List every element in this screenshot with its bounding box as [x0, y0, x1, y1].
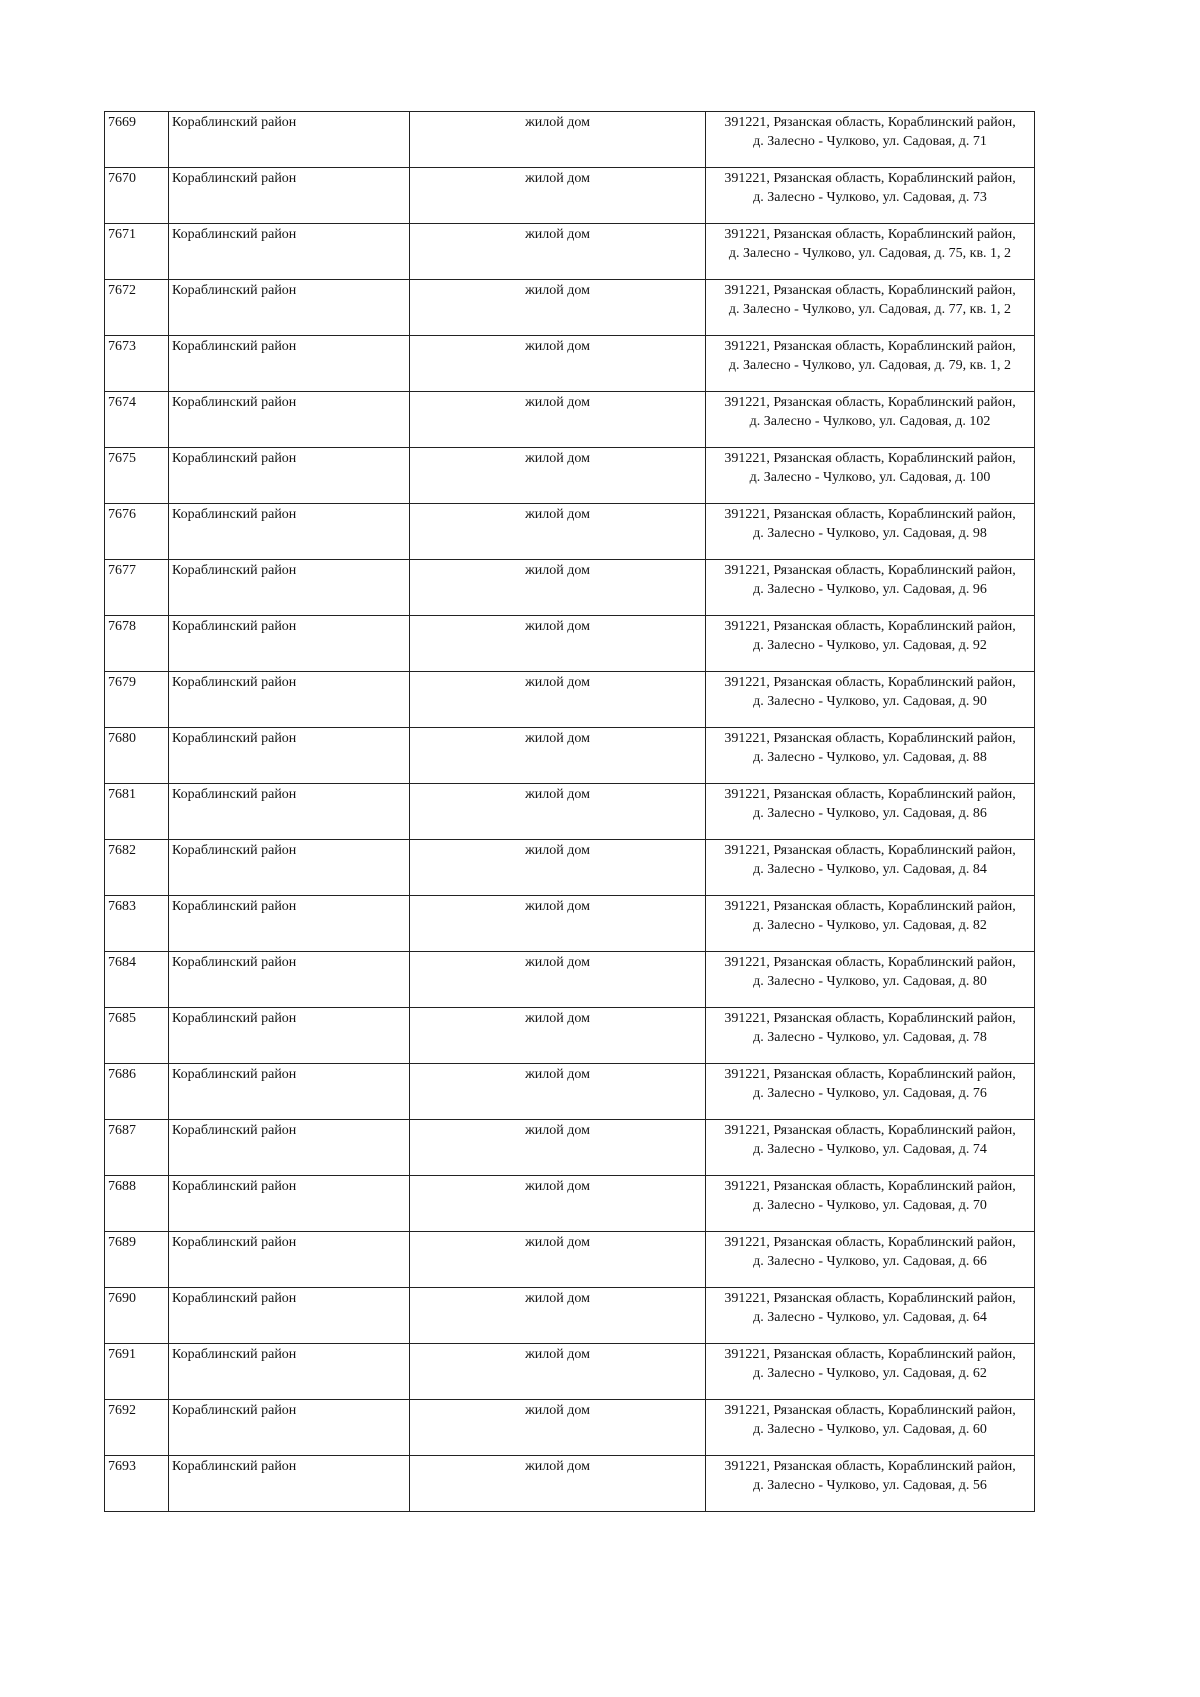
row-address — [706, 1008, 1035, 1064]
row-number: 7669 — [105, 112, 169, 168]
row-number: 7686 — [105, 1064, 169, 1120]
property-registry-table — [104, 111, 1035, 1512]
address-line-1: 391221, Рязанская область, Кораблинский район, — [724, 1123, 1016, 1138]
address-line-1: 391221, Рязанская область, Кораблинский район, — [724, 227, 1016, 242]
row-number: 7684 — [105, 952, 169, 1008]
address-line-1: 391221, Рязанская область, Кораблинский район, — [724, 1067, 1016, 1082]
address-line-1: 391221, Рязанская область, Кораблинский район, — [724, 283, 1016, 298]
table-row — [105, 1120, 1035, 1176]
address-line-1: 391221, Рязанская область, Кораблинский район, — [724, 507, 1016, 522]
address-line-2: д. Залесно - Чулково, ул. Садовая, д. 100 — [749, 470, 991, 485]
row-address — [706, 1288, 1035, 1344]
row-object-type: жилой дом — [410, 280, 706, 336]
row-object-type: жилой дом — [410, 616, 706, 672]
address-line-2: д. Залесно - Чулково, ул. Садовая, д. 64 — [753, 1310, 987, 1325]
row-object-type: жилой дом — [410, 1344, 706, 1400]
row-number: 7672 — [105, 280, 169, 336]
table-row — [105, 392, 1035, 448]
row-object-type: жилой дом — [410, 896, 706, 952]
row-address — [706, 280, 1035, 336]
row-district: Кораблинский район — [169, 1288, 410, 1344]
row-object-type: жилой дом — [410, 1176, 706, 1232]
row-number: 7673 — [105, 336, 169, 392]
row-address — [706, 504, 1035, 560]
row-district: Кораблинский район — [169, 784, 410, 840]
row-address — [706, 112, 1035, 168]
row-district: Кораблинский район — [169, 112, 410, 168]
address-line-2: д. Залесно - Чулково, ул. Садовая, д. 90 — [753, 694, 987, 709]
table-row — [105, 336, 1035, 392]
row-number: 7671 — [105, 224, 169, 280]
row-object-type: жилой дом — [410, 952, 706, 1008]
row-number: 7687 — [105, 1120, 169, 1176]
address-line-2: д. Залесно - Чулково, ул. Садовая, д. 77, кв. 1, 2 — [728, 302, 1012, 317]
address-line-1: 391221, Рязанская область, Кораблинский район, — [724, 171, 1016, 186]
row-address — [706, 392, 1035, 448]
row-address — [706, 1456, 1035, 1512]
row-object-type: жилой дом — [410, 1288, 706, 1344]
table-row — [105, 840, 1035, 896]
table-row — [105, 1456, 1035, 1512]
row-address — [706, 168, 1035, 224]
address-line-1: 391221, Рязанская область, Кораблинский район, — [724, 1291, 1016, 1306]
address-line-2: д. Залесно - Чулково, ул. Садовая, д. 62 — [753, 1366, 987, 1381]
row-address — [706, 728, 1035, 784]
registry-table-body — [105, 112, 1035, 1512]
row-object-type: жилой дом — [410, 1064, 706, 1120]
address-line-1: 391221, Рязанская область, Кораблинский район, — [724, 787, 1016, 802]
address-line-2: д. Залесно - Чулково, ул. Садовая, д. 102 — [749, 414, 991, 429]
row-address — [706, 448, 1035, 504]
address-line-1: 391221, Рязанская область, Кораблинский район, — [724, 451, 1016, 466]
row-number: 7679 — [105, 672, 169, 728]
row-object-type: жилой дом — [410, 336, 706, 392]
row-district: Кораблинский район — [169, 840, 410, 896]
row-address — [706, 560, 1035, 616]
row-number: 7670 — [105, 168, 169, 224]
address-line-2: д. Залесно - Чулково, ул. Садовая, д. 73 — [753, 190, 987, 205]
address-line-2: д. Залесно - Чулково, ул. Садовая, д. 78 — [753, 1030, 987, 1045]
row-district: Кораблинский район — [169, 1120, 410, 1176]
row-district: Кораблинский район — [169, 616, 410, 672]
table-row — [105, 1008, 1035, 1064]
address-line-2: д. Залесно - Чулково, ул. Садовая, д. 84 — [753, 862, 987, 877]
table-row — [105, 1232, 1035, 1288]
address-line-1: 391221, Рязанская область, Кораблинский район, — [724, 395, 1016, 410]
row-district: Кораблинский район — [169, 224, 410, 280]
row-district: Кораблинский район — [169, 336, 410, 392]
address-line-1: 391221, Рязанская область, Кораблинский район, — [724, 115, 1016, 130]
table-row — [105, 1344, 1035, 1400]
address-line-2: д. Залесно - Чулково, ул. Садовая, д. 71 — [753, 134, 987, 149]
row-number: 7674 — [105, 392, 169, 448]
table-row — [105, 1176, 1035, 1232]
address-line-1: 391221, Рязанская область, Кораблинский район, — [724, 731, 1016, 746]
address-line-2: д. Залесно - Чулково, ул. Садовая, д. 56 — [753, 1478, 987, 1493]
row-object-type: жилой дом — [410, 1008, 706, 1064]
address-line-2: д. Залесно - Чулково, ул. Садовая, д. 66 — [753, 1254, 987, 1269]
address-line-2: д. Залесно - Чулково, ул. Садовая, д. 82 — [753, 918, 987, 933]
row-address — [706, 1344, 1035, 1400]
row-object-type: жилой дом — [410, 224, 706, 280]
row-district: Кораблинский район — [169, 672, 410, 728]
table-row — [105, 616, 1035, 672]
address-line-1: 391221, Рязанская область, Кораблинский район, — [724, 339, 1016, 354]
row-district: Кораблинский район — [169, 1344, 410, 1400]
table-row — [105, 112, 1035, 168]
table-row — [105, 1400, 1035, 1456]
row-number: 7675 — [105, 448, 169, 504]
row-district: Кораблинский район — [169, 728, 410, 784]
row-number: 7682 — [105, 840, 169, 896]
row-district: Кораблинский район — [169, 896, 410, 952]
row-district: Кораблинский район — [169, 280, 410, 336]
address-line-1: 391221, Рязанская область, Кораблинский район, — [724, 563, 1016, 578]
row-district: Кораблинский район — [169, 560, 410, 616]
address-line-2: д. Залесно - Чулково, ул. Садовая, д. 70 — [753, 1198, 987, 1213]
address-line-1: 391221, Рязанская область, Кораблинский район, — [724, 675, 1016, 690]
row-address — [706, 1400, 1035, 1456]
row-number: 7678 — [105, 616, 169, 672]
row-address — [706, 1064, 1035, 1120]
row-district: Кораблинский район — [169, 1008, 410, 1064]
address-line-2: д. Залесно - Чулково, ул. Садовая, д. 75, кв. 1, 2 — [728, 246, 1012, 261]
row-district: Кораблинский район — [169, 1400, 410, 1456]
row-district: Кораблинский район — [169, 168, 410, 224]
address-line-2: д. Залесно - Чулково, ул. Садовая, д. 74 — [753, 1142, 987, 1157]
row-object-type: жилой дом — [410, 728, 706, 784]
row-district: Кораблинский район — [169, 952, 410, 1008]
table-row — [105, 952, 1035, 1008]
row-number: 7677 — [105, 560, 169, 616]
row-object-type: жилой дом — [410, 840, 706, 896]
row-object-type: жилой дом — [410, 448, 706, 504]
row-number: 7688 — [105, 1176, 169, 1232]
row-address — [706, 1176, 1035, 1232]
row-address — [706, 616, 1035, 672]
table-row — [105, 728, 1035, 784]
address-line-1: 391221, Рязанская область, Кораблинский район, — [724, 955, 1016, 970]
address-line-1: 391221, Рязанская область, Кораблинский район, — [724, 899, 1016, 914]
row-address — [706, 896, 1035, 952]
address-line-1: 391221, Рязанская область, Кораблинский район, — [724, 1347, 1016, 1362]
row-address — [706, 336, 1035, 392]
address-line-2: д. Залесно - Чулково, ул. Садовая, д. 98 — [753, 526, 987, 541]
table-row — [105, 1064, 1035, 1120]
row-number: 7676 — [105, 504, 169, 560]
row-object-type: жилой дом — [410, 784, 706, 840]
row-object-type: жилой дом — [410, 560, 706, 616]
table-row — [105, 224, 1035, 280]
table-row — [105, 504, 1035, 560]
row-address — [706, 952, 1035, 1008]
table-row — [105, 1288, 1035, 1344]
row-number: 7685 — [105, 1008, 169, 1064]
address-line-1: 391221, Рязанская область, Кораблинский район, — [724, 1011, 1016, 1026]
address-line-2: д. Залесно - Чулково, ул. Садовая, д. 79, кв. 1, 2 — [728, 358, 1012, 373]
row-number: 7683 — [105, 896, 169, 952]
address-line-1: 391221, Рязанская область, Кораблинский район, — [724, 1235, 1016, 1250]
row-number: 7692 — [105, 1400, 169, 1456]
row-address — [706, 672, 1035, 728]
table-row — [105, 448, 1035, 504]
address-line-1: 391221, Рязанская область, Кораблинский район, — [724, 1459, 1016, 1474]
table-row — [105, 560, 1035, 616]
row-object-type: жилой дом — [410, 1456, 706, 1512]
address-line-2: д. Залесно - Чулково, ул. Садовая, д. 60 — [753, 1422, 987, 1437]
address-line-2: д. Залесно - Чулково, ул. Садовая, д. 76 — [753, 1086, 987, 1101]
row-number: 7681 — [105, 784, 169, 840]
row-district: Кораблинский район — [169, 392, 410, 448]
address-line-1: 391221, Рязанская область, Кораблинский район, — [724, 843, 1016, 858]
row-object-type: жилой дом — [410, 112, 706, 168]
address-line-2: д. Залесно - Чулково, ул. Садовая, д. 88 — [753, 750, 987, 765]
row-district: Кораблинский район — [169, 1456, 410, 1512]
row-number: 7691 — [105, 1344, 169, 1400]
row-address — [706, 1120, 1035, 1176]
row-number: 7689 — [105, 1232, 169, 1288]
row-object-type: жилой дом — [410, 1120, 706, 1176]
table-row — [105, 168, 1035, 224]
address-line-2: д. Залесно - Чулково, ул. Садовая, д. 92 — [753, 638, 987, 653]
table-row — [105, 672, 1035, 728]
row-object-type: жилой дом — [410, 504, 706, 560]
row-object-type: жилой дом — [410, 1232, 706, 1288]
address-line-1: 391221, Рязанская область, Кораблинский район, — [724, 1403, 1016, 1418]
row-object-type: жилой дом — [410, 1400, 706, 1456]
row-object-type: жилой дом — [410, 392, 706, 448]
row-object-type: жилой дом — [410, 168, 706, 224]
address-line-2: д. Залесно - Чулково, ул. Садовая, д. 86 — [753, 806, 987, 821]
row-number: 7690 — [105, 1288, 169, 1344]
address-line-2: д. Залесно - Чулково, ул. Садовая, д. 96 — [753, 582, 987, 597]
address-line-1: 391221, Рязанская область, Кораблинский район, — [724, 619, 1016, 634]
table-row — [105, 784, 1035, 840]
row-address — [706, 1232, 1035, 1288]
row-address — [706, 784, 1035, 840]
row-object-type: жилой дом — [410, 672, 706, 728]
row-number: 7693 — [105, 1456, 169, 1512]
table-row — [105, 280, 1035, 336]
row-district: Кораблинский район — [169, 1232, 410, 1288]
address-line-1: 391221, Рязанская область, Кораблинский район, — [724, 1179, 1016, 1194]
row-address — [706, 840, 1035, 896]
table-row — [105, 896, 1035, 952]
row-address — [706, 224, 1035, 280]
row-district: Кораблинский район — [169, 504, 410, 560]
row-district: Кораблинский район — [169, 1176, 410, 1232]
row-number: 7680 — [105, 728, 169, 784]
address-line-2: д. Залесно - Чулково, ул. Садовая, д. 80 — [753, 974, 987, 989]
row-district: Кораблинский район — [169, 1064, 410, 1120]
row-district: Кораблинский район — [169, 448, 410, 504]
